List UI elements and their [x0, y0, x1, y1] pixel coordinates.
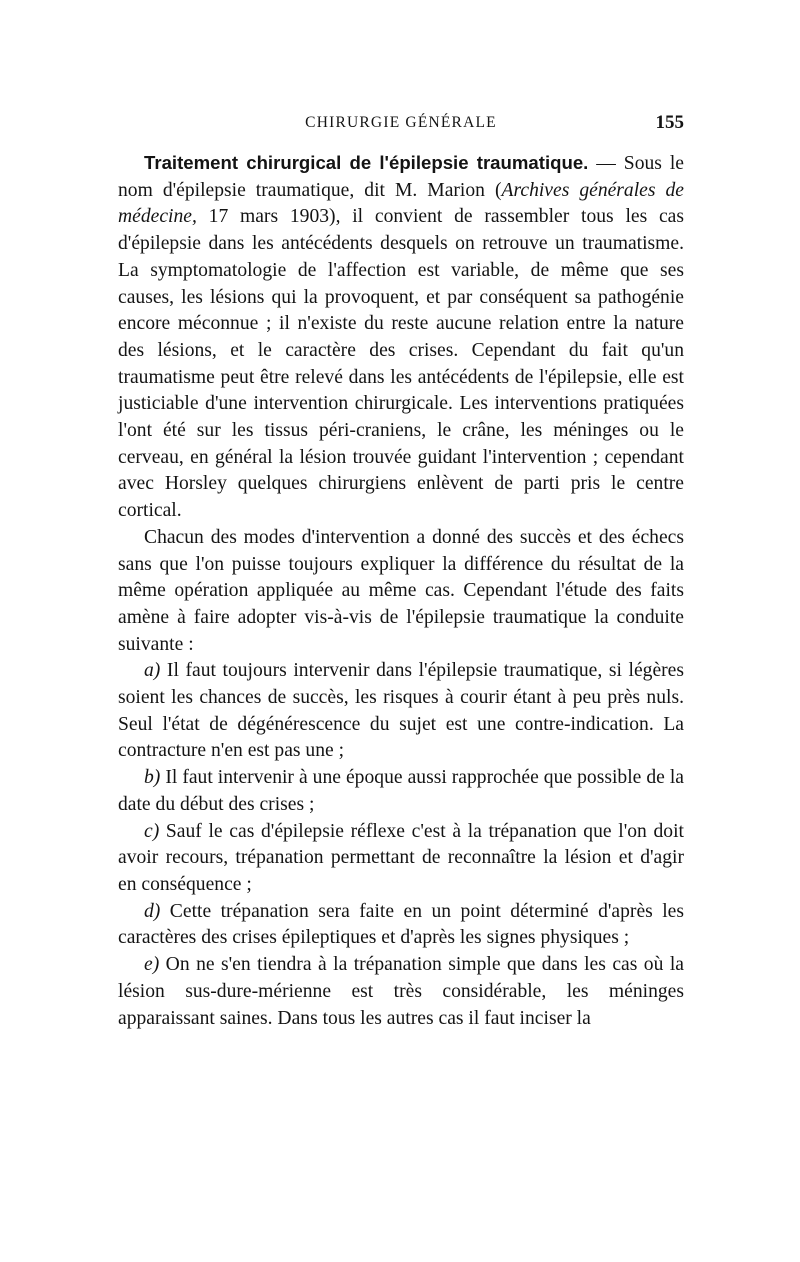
- list-item-text: Cette trépanation sera faite en un point déterminé d'après les caractères des crises épileptiques et d'après les signes physiques ;: [118, 900, 684, 949]
- list-item-c: [118, 819, 684, 899]
- body-text: [118, 150, 684, 1032]
- list-item-text: Il faut toujours intervenir dans l'épilepsie traumatique, si légères soient les chances de succès, les risques à courir étant à peu près nuls. Seul l'état de dégénérescence du sujet est une contre-indication. La contracture n'en est pas une ;: [118, 660, 684, 762]
- list-item-e: [118, 952, 684, 1032]
- paragraph-2: Chacun des modes d'intervention a donné des succès et des échecs sans que l'on puisse toujours expliquer la différence du résultat de la même opération appliquée au même cas. Cependant l'étude des faits amène à faire adopter vis-à-vis de l'épilepsie traumatique la conduite suivante :: [118, 526, 684, 655]
- citation-title: Archives générales de médecine,: [118, 179, 684, 228]
- list-marker: d): [144, 900, 161, 922]
- list-item-text: On ne s'en tiendra à la trépanation simple que dans les cas où la lésion sus-dure-mérienne est très considérable, les méninges apparaissant saines. Dans tous les autres cas il faut inciser la: [118, 954, 684, 1029]
- paragraph-1-text-a: — Sous le nom d'épilepsie traumatique, dit M. Marion (: [118, 153, 684, 201]
- list-item-a: [118, 658, 684, 765]
- list-marker: b): [144, 767, 161, 789]
- list-item-d: [118, 899, 684, 952]
- list-marker: e): [144, 954, 160, 976]
- running-title: CHIRURGIE GÉNÉRALE: [305, 114, 497, 131]
- list-item-text: Il faut intervenir à une époque aussi rapprochée que possible de la date du début des crises ;: [118, 767, 684, 815]
- list-item-text: Sauf le cas d'épilepsie réflexe c'est à la trépanation que l'on doit avoir recours, trépanation permettant de reconnaître la lésion et d'agir en conséquence ;: [118, 820, 684, 895]
- paragraph-1-text-b: 17 mars 1903), il convient de rassembler tous les cas d'épilepsie dans les antécédents desquels on retrouve un traumatisme. La symptomatologie de l'affection est variable, de même que ses causes, les lésions qui la provoquent, et par conséquent sa pathogénie encore méconnue ; il n'existe du reste aucune relation entre la nature des lésions, et le caractère des crises. Cependant du fait qu'un traumatisme peut être relevé dans les antécédents de l'épilepsie, elle est justiciable d'une intervention chirurgicale. Les interventions pratiquées l'ont été sur les tissus péri-craniens, le crâne, les méninges ou le cerveau, en général la lésion trouvée guidant l'intervention ; cependant avec Horsley quelques chirurgiens enlèvent de parti pris le centre cortical.: [118, 206, 684, 522]
- paragraph-1: [118, 150, 684, 525]
- page-number: 155: [655, 112, 684, 133]
- list-marker: c): [144, 820, 160, 842]
- list-item-b: [118, 765, 684, 818]
- list-marker: a): [144, 660, 161, 682]
- section-heading: Traitement chirurgical de l'épilepsie traumatique.: [144, 152, 589, 173]
- running-head: [118, 114, 684, 138]
